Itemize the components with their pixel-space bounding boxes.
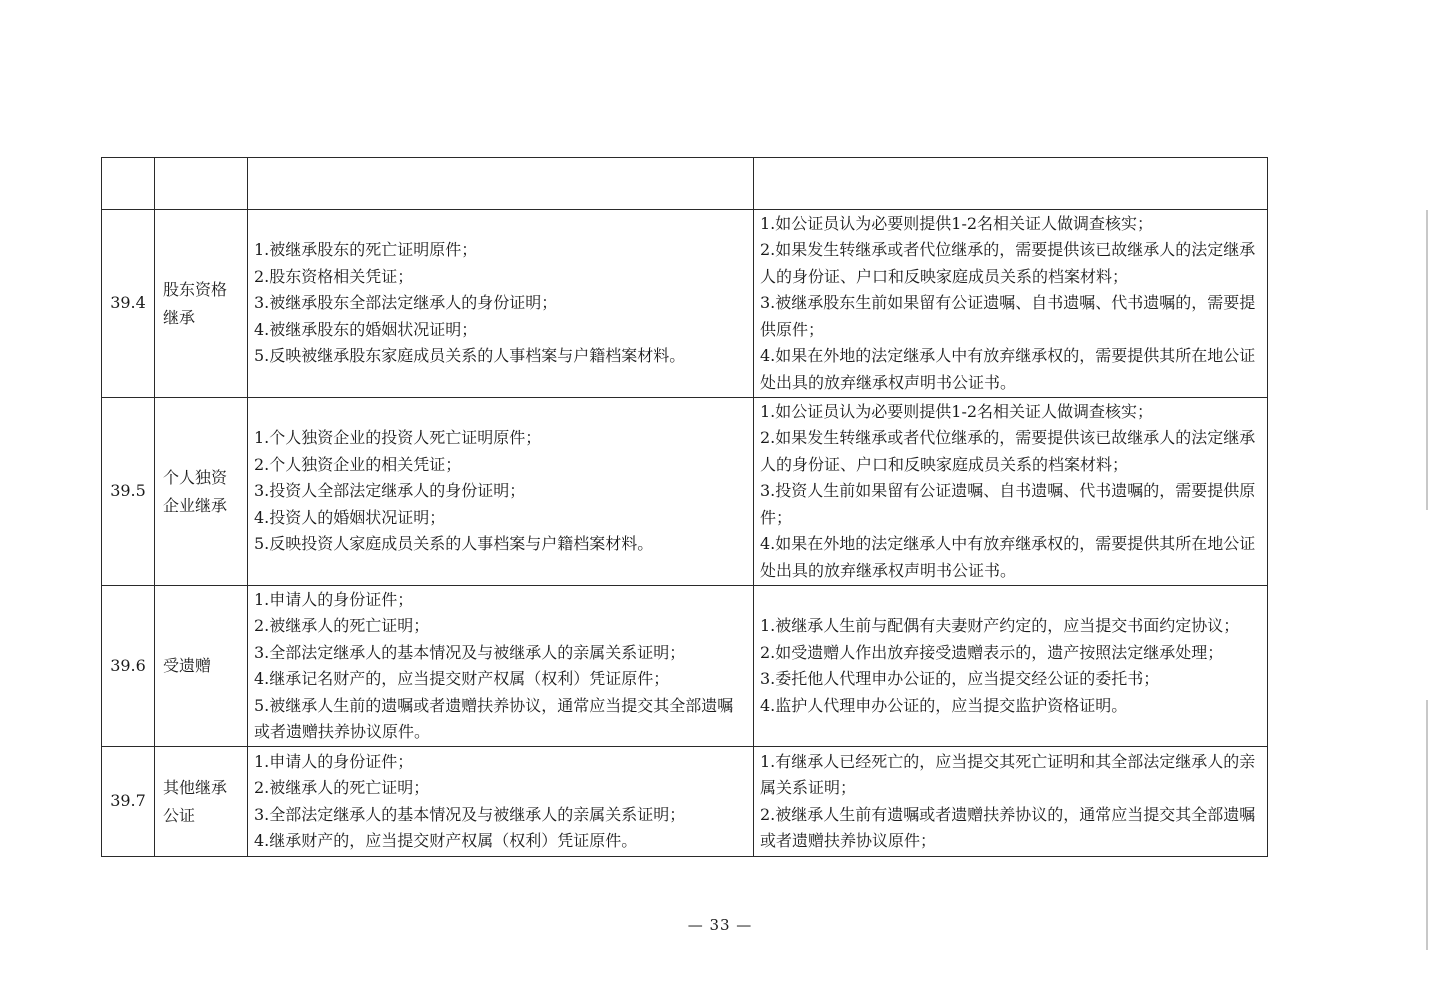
materials-item: 2.股东资格相关凭证；	[254, 266, 414, 286]
scan-edge-mark	[1426, 700, 1428, 950]
materials-item: 2.被继承人的死亡证明；	[254, 616, 430, 635]
notes-item: 1.如公证员认为必要则提供1-2名相关证人做调查核实；	[760, 213, 1154, 233]
notes-item: 2.如果发生转继承或者代位继承的，需要提供该已故继承人的法定继承人的身份证、户口和反映家庭成员关系的档案材料；	[760, 428, 1256, 474]
table-row	[102, 210, 1268, 398]
table-cell	[102, 158, 155, 210]
materials-item: 5.被继承人生前的遗嘱或者遗赠扶养协议，通常应当提交其全部遗嘱或者遗赠扶养协议原件。	[254, 695, 734, 741]
materials-item: 5.反映被继承股东家庭成员关系的人事档案与户籍档案材料。	[254, 346, 686, 366]
materials-cell	[248, 747, 754, 857]
notes-item: 3.投资人生前如果留有公证遗嘱、自书遗嘱、代书遗嘱的，需要提供原件；	[760, 481, 1256, 527]
materials-item: 1.个人独资企业的投资人死亡证明原件；	[254, 428, 542, 448]
item-name: 股东资格继承	[155, 210, 248, 398]
table-row-header-blank	[102, 158, 1268, 210]
notes-cell	[754, 586, 1268, 747]
materials-item: 1.被继承股东的死亡证明原件；	[254, 240, 478, 260]
table-cell	[754, 158, 1268, 210]
materials-item: 3.投资人全部法定继承人的身份证明；	[254, 481, 526, 501]
table-row	[102, 747, 1268, 857]
notes-item: 4.如果在外地的法定继承人中有放弃继承权的，需要提供其所在地公证处出具的放弃继承权声明书公证书。	[760, 346, 1256, 392]
materials-cell	[248, 210, 754, 398]
materials-item: 4.继承财产的，应当提交财产权属（权利）凭证原件。	[254, 831, 638, 850]
notes-cell	[754, 210, 1268, 398]
scan-edge-mark	[1426, 210, 1428, 510]
materials-item: 4.继承记名财产的，应当提交财产权属（权利）凭证原件；	[254, 669, 670, 688]
notes-item: 3.委托他人代理申办公证的，应当提交经公证的委托书；	[760, 669, 1160, 688]
materials-item: 1.申请人的身份证件；	[254, 589, 414, 609]
notes-item: 1.被继承人生前与配偶有夫妻财产约定的，应当提交书面约定协议；	[760, 616, 1240, 635]
notes-item: 3.被继承股东生前如果留有公证遗嘱、自书遗嘱、代书遗嘱的，需要提供原件；	[760, 293, 1256, 339]
materials-item: 5.反映投资人家庭成员关系的人事档案与户籍档案材料。	[254, 534, 654, 554]
notes-item: 2.如果发生转继承或者代位继承的，需要提供该已故继承人的法定继承人的身份证、户口和反映家庭成员关系的档案材料；	[760, 240, 1256, 286]
notes-item: 2.被继承人生前有遗嘱或者遗赠扶养协议的，通常应当提交其全部遗嘱或者遗赠扶养协议原件；	[760, 804, 1256, 850]
notes-item: 1.有继承人已经死亡的，应当提交其死亡证明和其全部法定继承人的亲属关系证明；	[760, 751, 1256, 797]
page-number: — 33 —	[687, 916, 753, 934]
document-table	[101, 157, 1268, 857]
item-name: 受遗赠	[155, 586, 248, 747]
materials-item: 1.申请人的身份证件；	[254, 751, 414, 771]
notes-item: 4.监护人代理申办公证的，应当提交监护资格证明。	[760, 695, 1128, 715]
materials-item: 4.被继承股东的婚姻状况证明；	[254, 319, 478, 339]
item-name: 个人独资企业继承	[155, 398, 248, 586]
notes-item: 4.如果在外地的法定继承人中有放弃继承权的，需要提供其所在地公证处出具的放弃继承权声明书公证书。	[760, 534, 1256, 580]
item-number: 39.7	[102, 747, 155, 857]
materials-item: 2.被继承人的死亡证明；	[254, 778, 430, 797]
notes-item: 2.如受遗赠人作出放弃接受遗赠表示的，遗产按照法定继承处理；	[760, 642, 1224, 662]
item-number: 39.6	[102, 586, 155, 747]
notes-cell	[754, 747, 1268, 857]
notes-cell	[754, 398, 1268, 586]
materials-item: 3.全部法定继承人的基本情况及与被继承人的亲属关系证明；	[254, 804, 686, 824]
table-row	[102, 398, 1268, 586]
item-number: 39.5	[102, 398, 155, 586]
materials-cell	[248, 398, 754, 586]
table-cell	[248, 158, 754, 210]
materials-cell	[248, 586, 754, 747]
notes-item: 1.如公证员认为必要则提供1-2名相关证人做调查核实；	[760, 401, 1154, 421]
materials-item: 4.投资人的婚姻状况证明；	[254, 507, 446, 527]
materials-item: 3.被继承股东全部法定继承人的身份证明；	[254, 293, 558, 313]
item-number: 39.4	[102, 210, 155, 398]
item-name: 其他继承公证	[155, 747, 248, 857]
materials-item: 3.全部法定继承人的基本情况及与被继承人的亲属关系证明；	[254, 642, 686, 662]
table-cell	[155, 158, 248, 210]
table-row	[102, 586, 1268, 747]
materials-item: 2.个人独资企业的相关凭证；	[254, 454, 462, 474]
